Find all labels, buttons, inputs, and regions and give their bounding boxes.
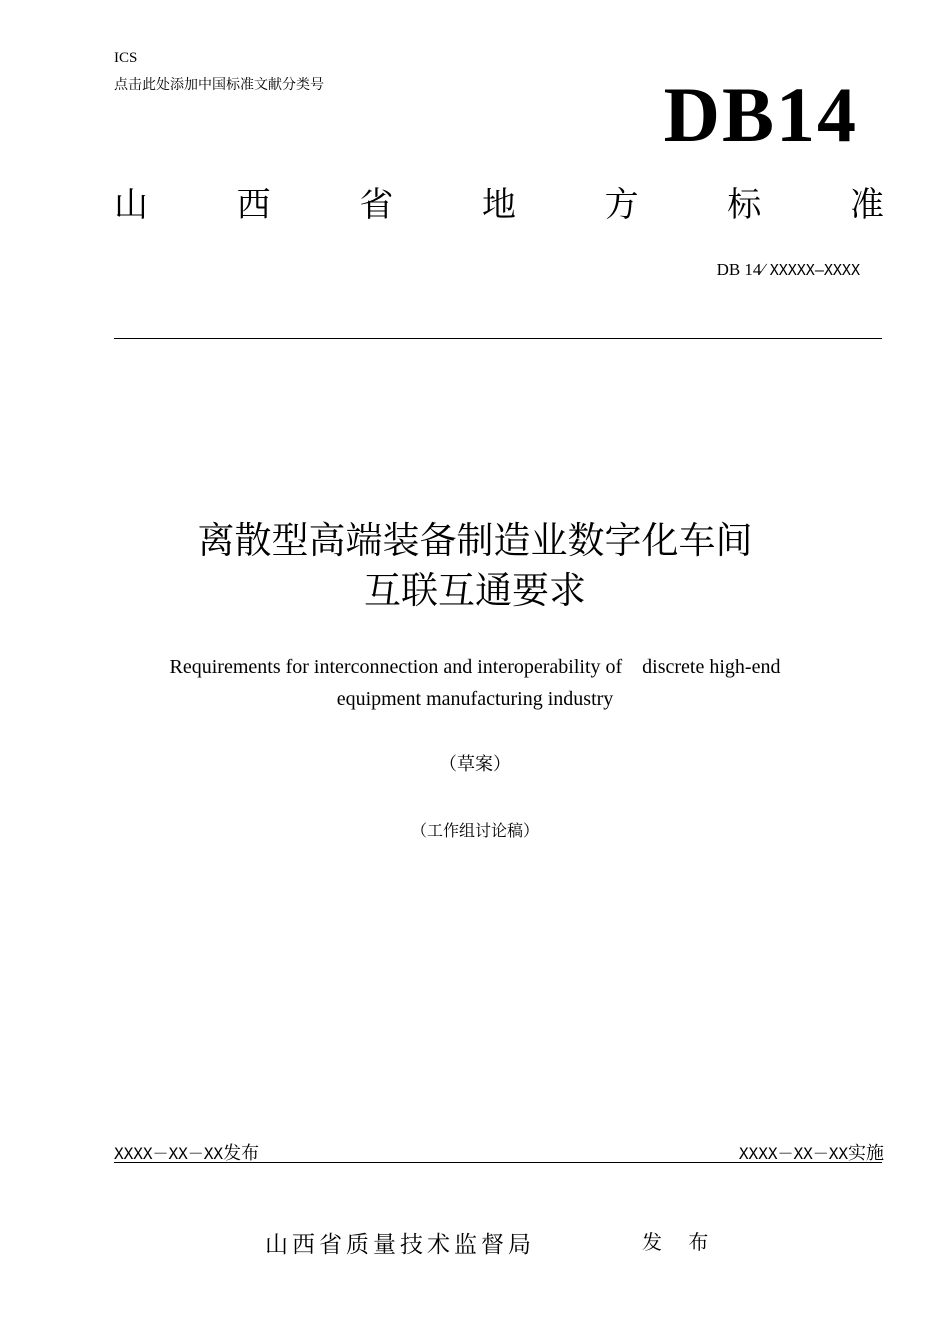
top-divider	[114, 338, 882, 339]
standard-type-char: 标	[727, 185, 762, 225]
title-cn-line1: 离散型高端装备制造业数字化车间	[197, 519, 753, 562]
standard-type-char: 地	[481, 185, 516, 225]
standard-number-prefix: DB 14∕	[716, 260, 765, 279]
title-cn-line2: 互联互通要求	[364, 569, 586, 612]
standard-type-char: 西	[236, 185, 271, 225]
classification-placeholder[interactable]: 点击此处添加中国标准文献分类号	[114, 77, 324, 93]
standard-type-char: 方	[604, 185, 639, 225]
bottom-divider	[114, 1162, 882, 1163]
implementation-label: 实施	[848, 1143, 884, 1164]
draft-note: （工作组讨论稿）	[410, 821, 539, 840]
document-title-en	[0, 651, 950, 715]
standard-number-code: XXXXX—XXXX	[769, 261, 860, 279]
standard-number	[717, 260, 860, 280]
publisher-name: 山西省质量技术监督局	[265, 1232, 535, 1258]
implementation-date-value: XXXX－XX－XX	[738, 1144, 848, 1163]
standard-type-heading	[114, 185, 884, 225]
db-code-logo: DB14	[663, 71, 858, 158]
issue-date-value: XXXX－XX－XX	[114, 1144, 224, 1163]
draft-label: （草案）	[439, 754, 511, 775]
publish-label: 发 布	[642, 1230, 719, 1254]
ics-label: ICS	[114, 50, 138, 66]
standard-type-char: 省	[359, 185, 394, 225]
standard-type-char: 山	[114, 185, 148, 225]
title-en-line1: Requirements for interconnection and interoperability of discrete high-end	[169, 656, 781, 678]
issue-label: 发布	[223, 1143, 260, 1164]
title-en-line2: equipment manufacturing industry	[336, 688, 614, 710]
document-title-cn	[0, 516, 950, 616]
standard-type-char: 准	[849, 185, 884, 225]
